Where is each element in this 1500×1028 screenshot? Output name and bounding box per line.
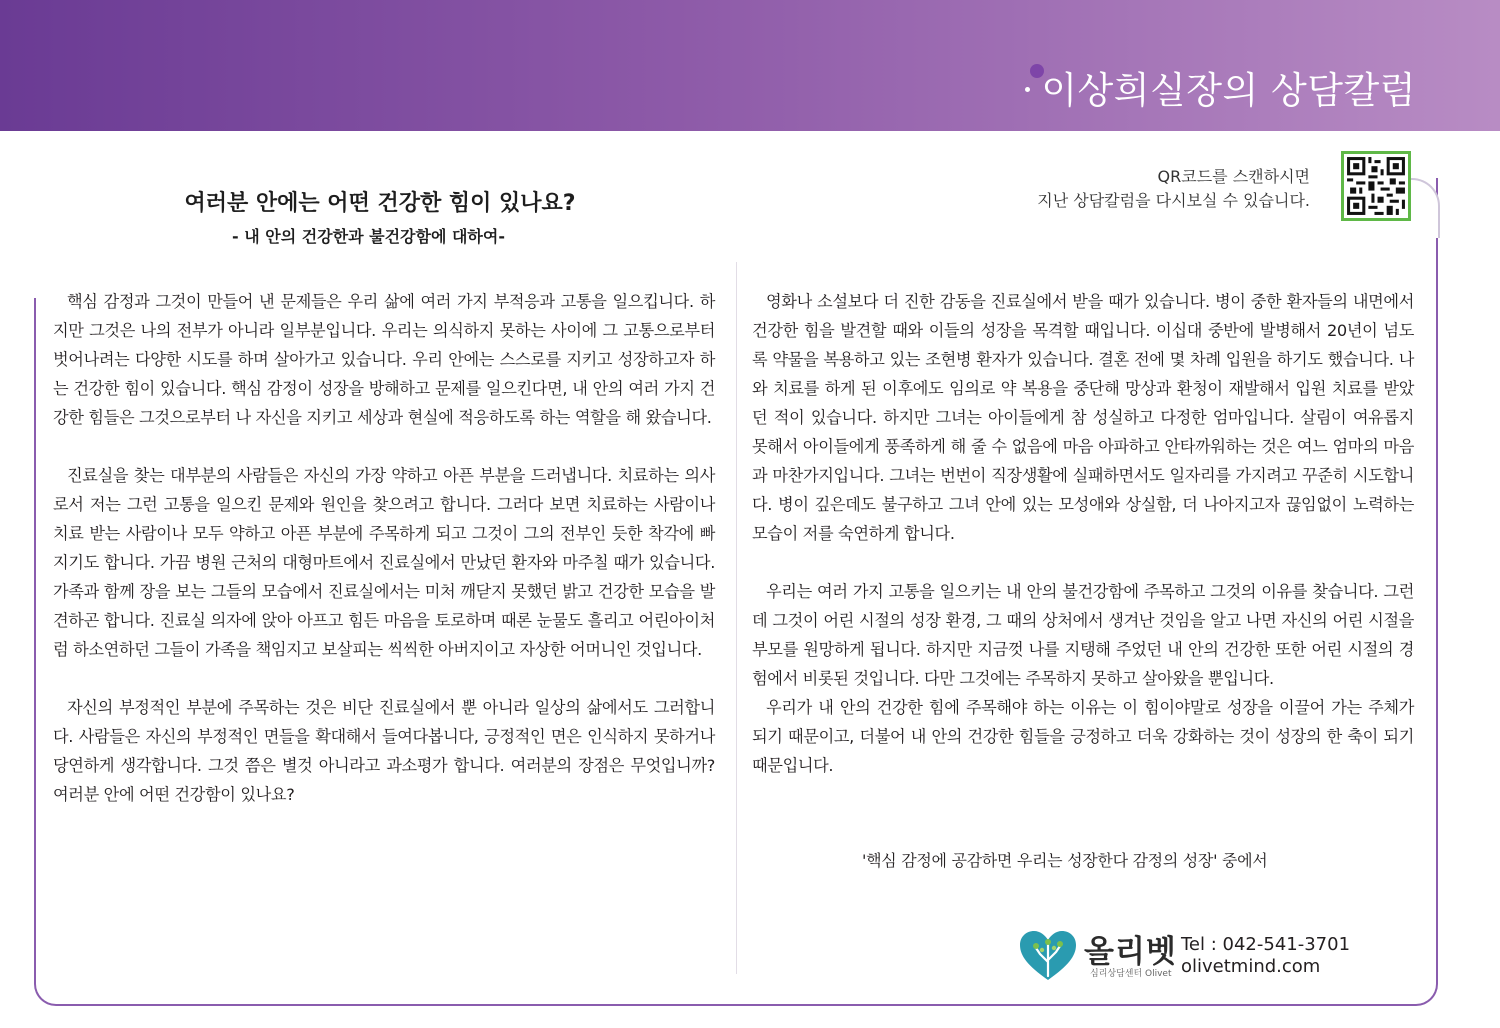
paragraph: 핵심 감정과 그것이 만들어 낸 문제들은 우리 삶에 여러 가지 부적응과 고통을 일으킵니다. 하지만 그것은 나의 전부가 아니라 일부분입니다. 우리는 의식하지 못하는 사이에 그 고통으로부터 벗어나려는 다양한 시도를 하며 살아가고 있습니다. 우리 안에는 스스로를 지키고 성장하고자 하는 건강한 힘이 있습니다. 핵심 감정이 성장을 방해하고 문제를 일으킨다면, 내 안의 여러 가지 건강한 힘들은 그것으로부터 나 자신을 지키고 세상과 현실에 적응하도록 하는 역할을 해 왔습니다. xyxy=(53,292,715,427)
paragraph: 우리는 여러 가지 고통을 일으키는 내 안의 불건강함에 주목하고 그것의 이유를 찾습니다. 그런데 그것이 어린 시절의 성장 환경, 그 때의 상처에서 생겨난 것임을 알고 나면 자신의 어린 시절을 부모를 원망하게 됩니다. 하지만 지금껏 나를 지탱해 주었던 내 안의 건강한 또한 어린 시절의 경험에서 비롯된 것입니다. 다만 그것에는 주목하지 못하고 살아왔을 뿐입니다. xyxy=(752,582,1414,688)
qr-code-icon[interactable] xyxy=(1341,151,1411,221)
qr-caption xyxy=(1037,165,1310,213)
bullet-dot-icon xyxy=(1025,87,1030,92)
brand-name: 올리벳 xyxy=(1084,934,1177,970)
article-title: 여러분 안에는 어떤 건강한 힘이 있나요? xyxy=(184,191,576,216)
heart-tree-icon xyxy=(1018,930,1078,982)
source-citation: '핵심 감정에 공감하면 우리는 성장한다 감정의 성장' 중에서 xyxy=(862,851,1268,870)
contact-phone: Tel : 042-541-3701 xyxy=(1181,934,1351,955)
logo-graphic xyxy=(1018,930,1078,982)
paragraph: 영화나 소설보다 더 진한 감동을 진료실에서 받을 때가 있습니다. 병이 중한 환자들의 내면에서 건강한 힘을 발견할 때와 이들의 성장을 목격할 때입니다. 이십대 중반에 발병해서 20년이 넘도록 약물을 복용하고 있는 조현병 환자가 있습니다. 결혼 전에 몇 차례 입원을 하기도 했습니다. 나와 치료를 하게 된 이후에도 임의로 약 복용을 중단해 망상과 환청이 재발해서 입원 치료를 받았던 적이 있습니다. 하지만 그녀는 아이들에게 참 성실하고 다정한 엄마입니다. 살림이 여유롭지 못해서 아이들에게 풍족하게 해 줄 수 없음에 마음 아파하고 안타까워하는 것은 여느 엄마의 마음과 마찬가지입니다. 그녀는 번번이 직장생활에 실패하면서도 일자리를 가지려고 꾸준히 시도합니다. 병이 깊은데도 불구하고 그녀 안에 있는 모성애와 상실함, 더 나아지고자 끊임없이 노력하는 모습이 저를 숙연하게 합니다. xyxy=(752,292,1414,543)
brand-subtitle: 심리상담센터 Olivet xyxy=(1090,969,1172,979)
article-subtitle: - 내 안의 건강한과 불건강함에 대하여- xyxy=(232,227,505,246)
qr-code-graphic xyxy=(1344,154,1408,218)
qr-caption-line2: 지난 상담칼럼을 다시보실 수 있습니다. xyxy=(1037,191,1310,210)
header-banner xyxy=(0,0,1500,131)
column-divider xyxy=(736,262,737,974)
right-column xyxy=(752,287,1414,780)
frame-edge xyxy=(32,178,36,298)
paragraph: 자신의 부정적인 부분에 주목하는 것은 비단 진료실에서 뿐 아니라 일상의 삶에서도 그러합니다. 사람들은 자신의 부정적인 면들을 확대해서 들여다봅니다, 긍정적인 면은 인식하지 못하거나 당연하게 생각합니다. 그것 쯤은 별것 아니라고 과소평가 합니다. 여러분의 장점은 무엇입니까? 여러분 안에 어떤 건강함이 있나요? xyxy=(53,698,715,804)
paragraph: 우리가 내 안의 건강한 힘에 주목해야 하는 이유는 이 힘이야말로 성장을 이끌어 가는 주체가 되기 때문이고, 더불어 내 안의 건강한 힘들을 긍정하고 더욱 강화하는 것이 성장의 한 축이 되기 때문입니다. xyxy=(752,698,1414,775)
qr-caption-line1: QR코드를 스캔하시면 xyxy=(1157,167,1310,186)
paragraph: 진료실을 찾는 대부분의 사람들은 자신의 가장 약하고 아픈 부분을 드러냅니다. 치료하는 의사로서 저는 그런 고통을 일으킨 문제와 원인을 찾으려고 합니다. 그러다 보면 치료하는 사람이나 치료 받는 사람이나 모두 약하고 아픈 부분에 주목하게 되고 그것이 그의 전부인 듯한 착각에 빠지기도 합니다. 가끔 병원 근처의 대형마트에서 진료실에서 만났던 환자와 마주칠 때가 있습니다. 가족과 함께 장을 보는 그들의 모습에서 진료실에서는 미처 깨닫지 못했던 밝고 건강한 모습을 발견하곤 합니다. 진료실 의자에 앉아 아프고 힘든 마음을 토로하며 때론 눈물도 흘리고 어린아이처럼 하소연하던 그들이 가족을 책임지고 보살피는 씩씩한 아버지이고 자상한 어머니인 것입니다. xyxy=(53,466,715,659)
left-column xyxy=(53,287,715,809)
contact-website[interactable]: olivetmind.com xyxy=(1181,956,1321,977)
column-series-title: 이상희실장의 상담칼럼 xyxy=(1041,69,1416,112)
